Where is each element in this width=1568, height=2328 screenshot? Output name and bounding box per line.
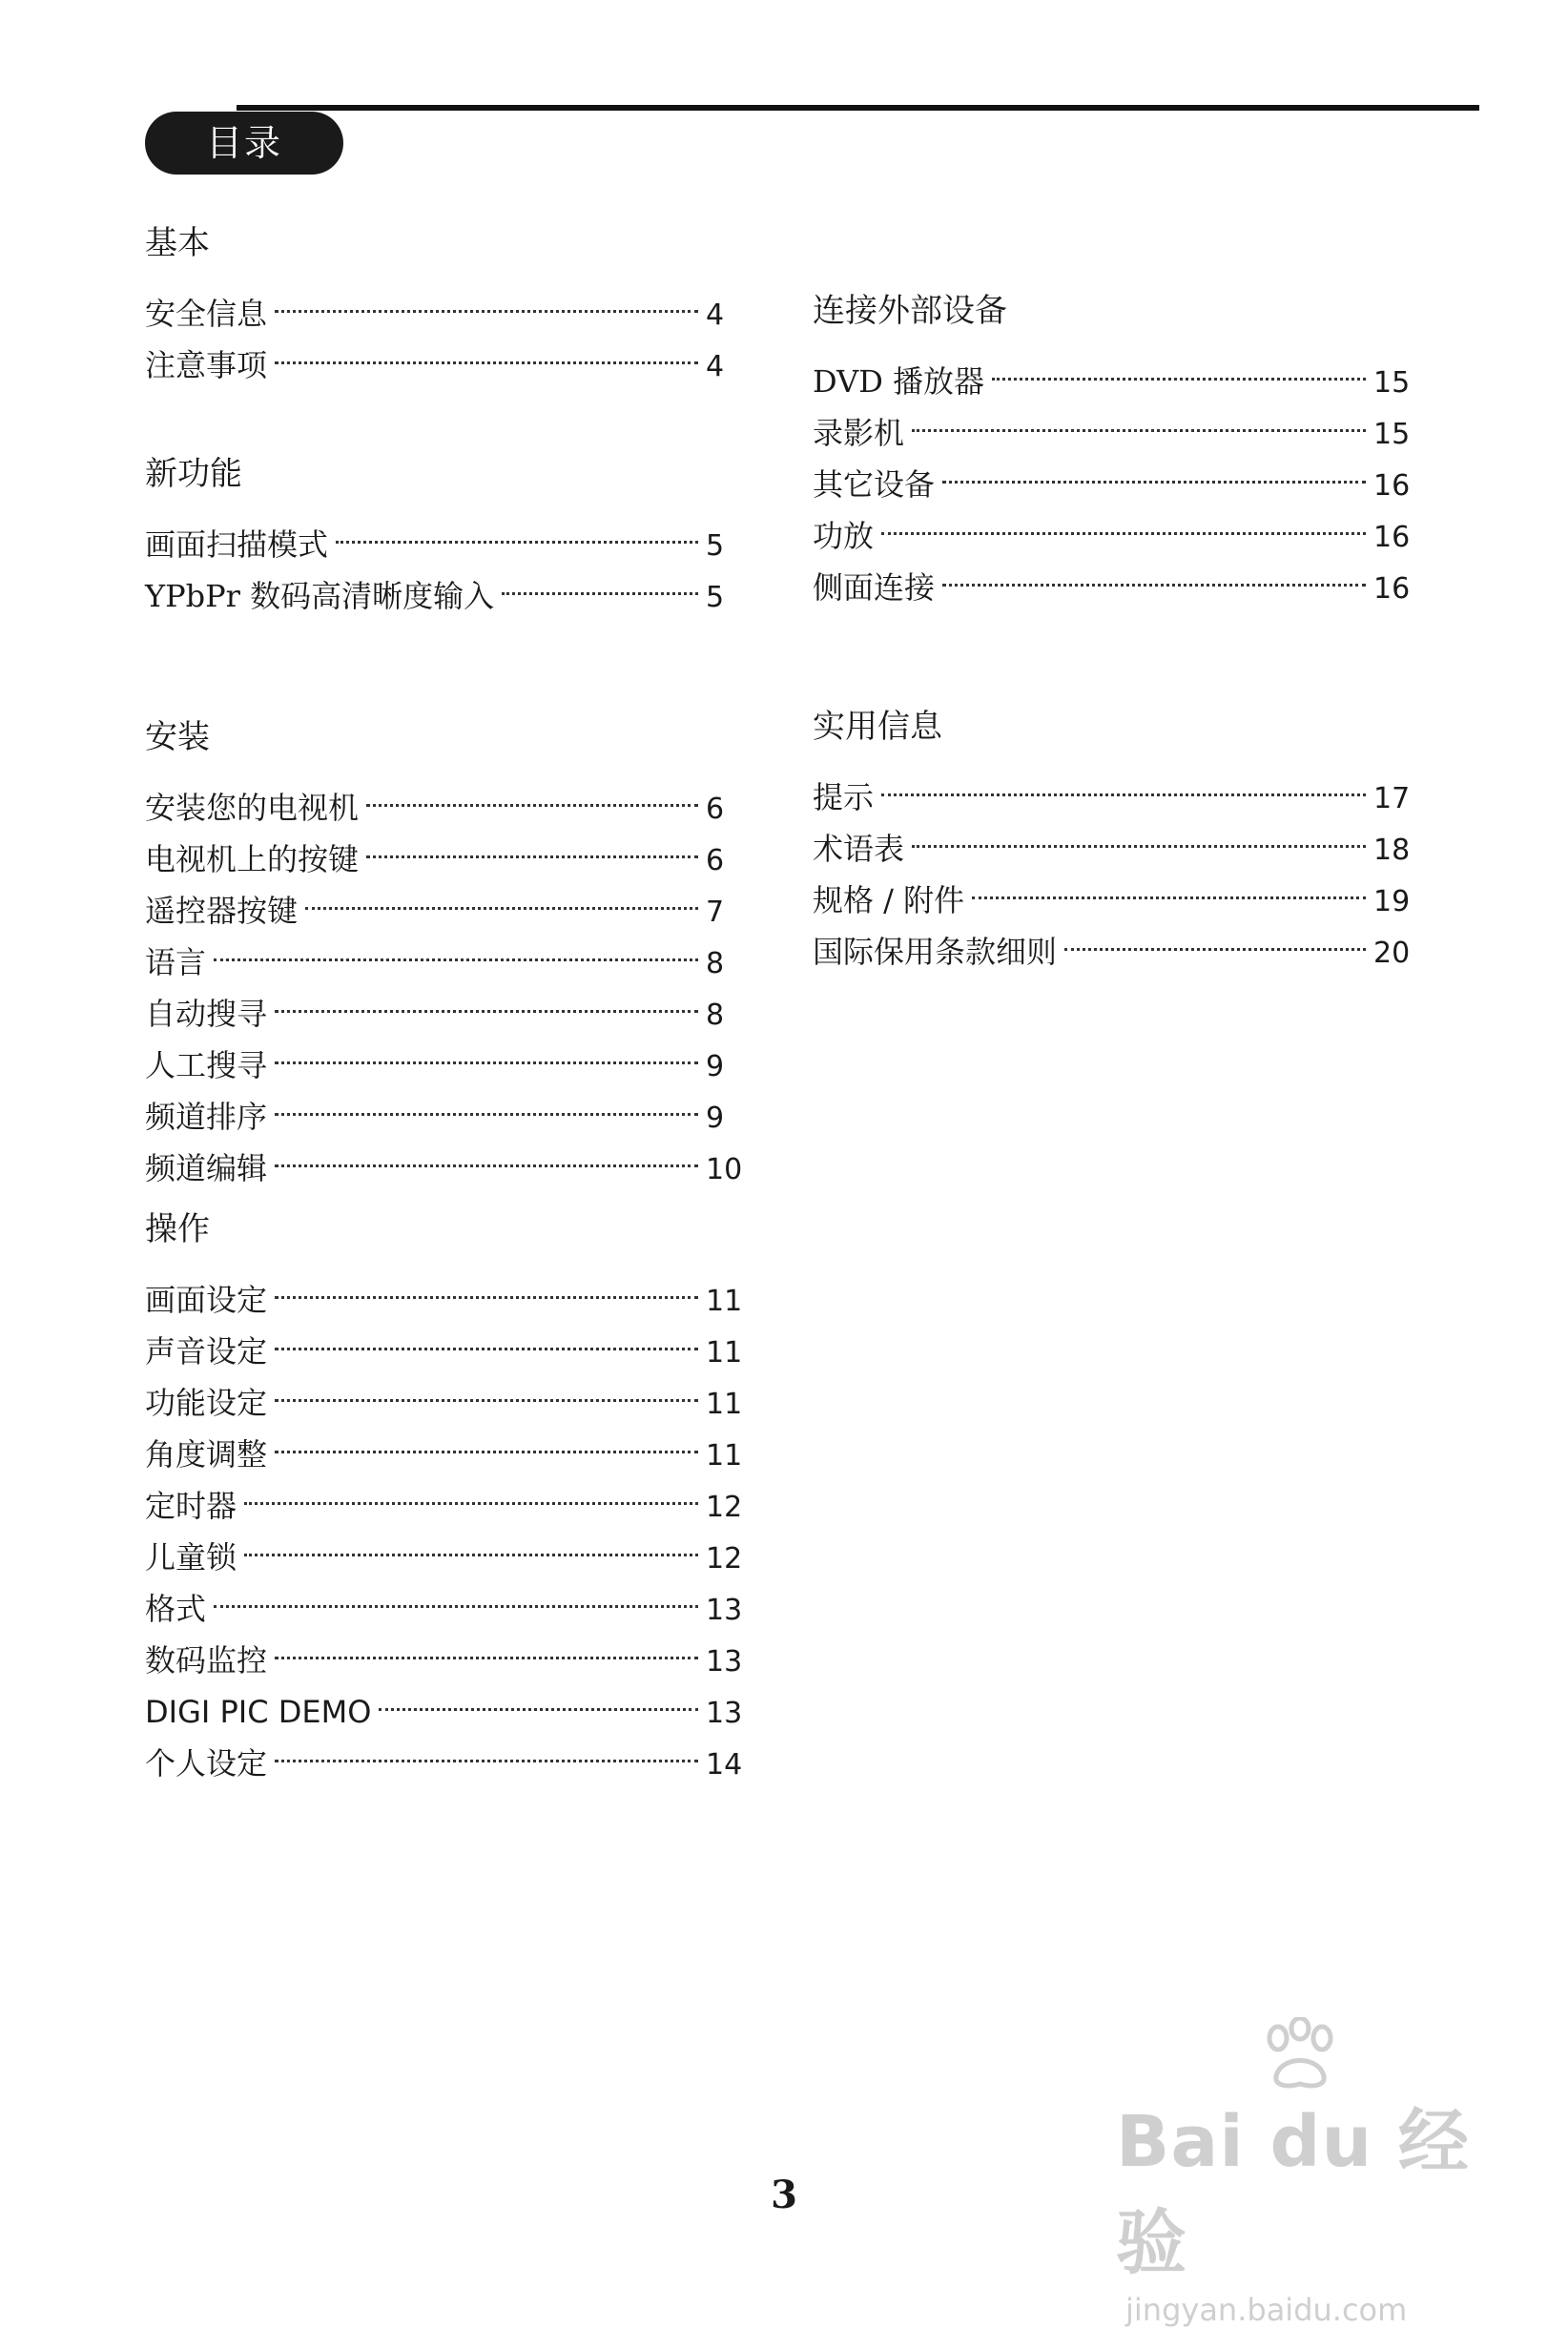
entry-label: 录影机 [813, 415, 905, 451]
section-title: 新功能 [145, 455, 242, 493]
toc-entry[interactable] [145, 1686, 755, 1738]
entry-label: 频道编辑 [145, 1150, 268, 1186]
dot-leader [214, 1605, 698, 1608]
toc-entry[interactable] [145, 1738, 755, 1789]
section-title: 连接外部设备 [813, 292, 1007, 330]
dot-leader [275, 1760, 698, 1762]
entry-label: 格式 [145, 1591, 207, 1627]
entry-label: 遥控器按键 [145, 893, 299, 929]
dot-leader [1064, 948, 1366, 951]
section-title: 基本 [145, 224, 210, 262]
toc-entry[interactable] [145, 570, 755, 622]
entry-label: 安装您的电视机 [145, 790, 360, 826]
dot-leader [942, 584, 1366, 587]
entry-label: DVD 播放器 [813, 363, 985, 400]
header-rule [237, 105, 1479, 111]
toc-entry[interactable] [145, 340, 755, 391]
entry-label: 规格 / 附件 [813, 882, 965, 918]
toc-entry[interactable] [813, 562, 1423, 613]
dot-leader [275, 1657, 698, 1659]
entry-label: DIGI PIC DEMO [145, 1694, 372, 1730]
dot-leader [275, 1399, 698, 1402]
entry-label: 电视机上的按键 [145, 841, 360, 877]
dot-leader [912, 845, 1366, 848]
toc-right-column [813, 285, 1423, 978]
entry-label: 儿童锁 [145, 1539, 237, 1576]
entry-label: 功能设定 [145, 1385, 268, 1421]
toc-section [813, 701, 1423, 978]
entry-label: 人工搜寻 [145, 1047, 268, 1083]
toc-entry[interactable] [145, 937, 755, 988]
toc-entry[interactable] [145, 834, 755, 885]
page-title: 目录 [145, 112, 343, 175]
toc-entry[interactable] [145, 1429, 755, 1480]
entry-label: YPbPr 数码高清晰度输入 [145, 578, 495, 614]
watermark-url: jingyan.baidu.com [1125, 2292, 1408, 2328]
toc-entry[interactable] [145, 519, 755, 570]
dot-leader [244, 1554, 698, 1556]
entry-page: 16 [1373, 521, 1411, 554]
toc-section [145, 1204, 755, 1789]
dot-leader [881, 532, 1366, 535]
entry-page: 13 [706, 1645, 743, 1679]
entry-label: 术语表 [813, 831, 905, 867]
section-title: 操作 [145, 1210, 210, 1248]
dot-leader [942, 481, 1366, 484]
dot-leader [275, 310, 698, 313]
entry-page: 5 [706, 529, 725, 563]
entry-page: 13 [706, 1594, 743, 1627]
entry-page: 12 [706, 1542, 743, 1576]
dot-leader [275, 1061, 698, 1064]
entry-page: 11 [706, 1285, 743, 1318]
entry-label: 侧面连接 [813, 569, 936, 606]
dot-leader [275, 1296, 698, 1299]
dot-leader [502, 592, 698, 595]
dot-leader [972, 896, 1366, 899]
entry-page: 16 [1373, 469, 1411, 503]
entry-label: 国际保用条款细则 [813, 934, 1058, 970]
dot-leader [244, 1502, 698, 1505]
entry-label: 自动搜寻 [145, 996, 268, 1032]
dot-leader [881, 793, 1366, 796]
entry-label: 注意事项 [145, 347, 268, 383]
entry-label: 画面扫描模式 [145, 526, 329, 563]
entry-page: 6 [706, 793, 725, 826]
entry-page: 4 [706, 350, 725, 383]
baidu-watermark [1116, 2027, 1497, 2328]
entry-label: 声音设定 [145, 1333, 268, 1370]
entry-label: 功放 [813, 518, 875, 554]
toc-entry[interactable] [813, 772, 1423, 823]
toc-entry[interactable] [145, 1326, 755, 1377]
entry-label: 定时器 [145, 1488, 237, 1524]
toc-section [813, 285, 1423, 613]
page-number: 3 [771, 2173, 797, 2217]
toc-entry[interactable] [145, 1091, 755, 1143]
dot-leader [275, 1164, 698, 1167]
entry-page: 12 [706, 1491, 743, 1524]
entry-label: 其它设备 [813, 466, 936, 503]
entry-label: 个人设定 [145, 1745, 268, 1782]
entry-label: 数码监控 [145, 1642, 268, 1679]
toc-entry[interactable] [145, 1274, 755, 1326]
entry-label: 角度调整 [145, 1436, 268, 1473]
toc-entry[interactable] [145, 288, 755, 340]
dot-leader [275, 1348, 698, 1350]
toc-entry[interactable] [145, 1532, 755, 1583]
dot-leader [912, 429, 1366, 432]
toc-entry[interactable] [145, 1583, 755, 1635]
entry-page: 4 [706, 299, 725, 332]
entry-label: 频道排序 [145, 1099, 268, 1135]
entry-label: 语言 [145, 944, 207, 980]
toc-entry[interactable] [813, 875, 1423, 926]
dot-leader [214, 958, 698, 961]
entry-page: 11 [706, 1336, 743, 1370]
watermark-brand: Bai du 经验 [1116, 2101, 1470, 2284]
dot-leader [366, 855, 698, 858]
entry-label: 提示 [813, 779, 875, 815]
toc-entry[interactable] [813, 407, 1423, 459]
toc-entry[interactable] [813, 510, 1423, 562]
toc-entry[interactable] [813, 823, 1423, 875]
dot-leader [275, 361, 698, 364]
dot-leader [275, 1113, 698, 1116]
entry-page: 14 [706, 1748, 743, 1782]
dot-leader [305, 907, 698, 910]
toc-entry[interactable] [145, 1040, 755, 1091]
entry-page: 20 [1373, 937, 1411, 970]
toc-entry[interactable] [813, 459, 1423, 510]
entry-page: 8 [706, 947, 725, 980]
toc-entry[interactable] [145, 782, 755, 834]
section-title: 安装 [145, 718, 210, 756]
dot-leader [275, 1010, 698, 1013]
paw-icon [1257, 2017, 1343, 2093]
toc-entry[interactable] [145, 988, 755, 1040]
entry-label: 安全信息 [145, 296, 268, 332]
dot-leader [366, 804, 698, 807]
toc-entry[interactable] [813, 926, 1423, 978]
dot-leader [379, 1708, 698, 1711]
entry-page: 7 [706, 896, 725, 929]
entry-page: 15 [1373, 366, 1411, 400]
toc-entry[interactable] [145, 885, 755, 937]
toc-entry[interactable] [145, 1377, 755, 1429]
section-title: 实用信息 [813, 708, 942, 746]
toc-left-column [145, 217, 755, 1789]
toc-section [145, 217, 755, 391]
toc-entry[interactable] [145, 1143, 755, 1194]
toc-section [145, 448, 755, 622]
entry-page: 16 [1373, 572, 1411, 606]
entry-page: 15 [1373, 418, 1411, 451]
toc-section [145, 711, 755, 1194]
dot-leader [992, 378, 1366, 381]
entry-page: 5 [706, 581, 725, 614]
entry-page: 8 [706, 999, 725, 1032]
entry-page: 13 [706, 1697, 743, 1730]
entry-page: 17 [1373, 782, 1411, 815]
entry-page: 19 [1373, 885, 1411, 918]
toc-entry[interactable] [145, 1480, 755, 1532]
toc-entry[interactable] [813, 356, 1423, 407]
dot-leader [275, 1451, 698, 1453]
dot-leader [336, 541, 698, 544]
entry-page: 9 [706, 1050, 725, 1083]
entry-label: 画面设定 [145, 1282, 268, 1318]
entry-page: 9 [706, 1102, 725, 1135]
entry-page: 6 [706, 844, 725, 877]
entry-page: 10 [706, 1153, 743, 1186]
toc-entry[interactable] [145, 1635, 755, 1686]
entry-page: 11 [706, 1439, 743, 1473]
entry-page: 18 [1373, 834, 1411, 867]
entry-page: 11 [706, 1388, 743, 1421]
